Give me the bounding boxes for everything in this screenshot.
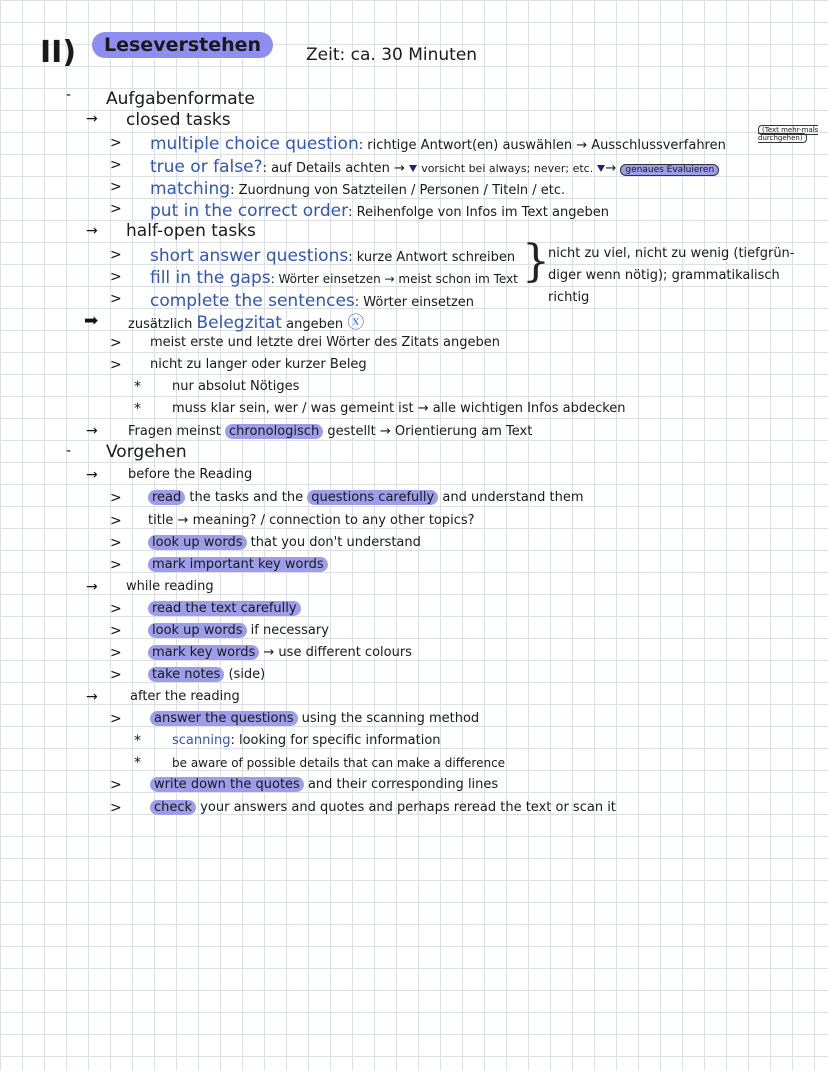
chevron-mark: > (110, 777, 122, 793)
star-mark: * (134, 379, 141, 395)
while-item-4: take notes (side) (148, 666, 265, 684)
chevron-mark: > (110, 247, 122, 263)
after-scanning: scanning: looking for specific information (172, 733, 441, 748)
half-item-fill: fill in the gaps: Wörter einsetzen → meist schon im Text (150, 268, 518, 288)
chevron-mark: > (110, 201, 122, 217)
chrono-line: Fragen meinst chronologisch gestellt → Orientierung am Text (128, 424, 533, 439)
chevron-mark: > (110, 601, 122, 617)
arrow-mark: → (86, 579, 98, 595)
hourglass-icon (597, 165, 605, 172)
before-item-2: title → meaning? / connection to any other topics? (148, 513, 475, 528)
before-item-4: mark important key words (148, 556, 328, 574)
chevron-mark: > (110, 645, 122, 661)
chevron-mark: > (110, 513, 122, 529)
chevron-mark: > (110, 711, 122, 727)
chevron-mark: > (110, 135, 122, 151)
before-item-1: read the tasks and the questions carefully and understand them (148, 489, 583, 507)
after-item-2: write down the quotes and their corresponding lines (150, 776, 498, 794)
chevron-mark: > (110, 357, 122, 373)
arrow-mark: → (86, 223, 98, 239)
chevron-mark: > (110, 269, 122, 285)
dash-mark: - (66, 87, 72, 103)
chevron-mark: > (110, 490, 122, 506)
chevron-mark: > (110, 623, 122, 639)
after-item-3: check your answers and quotes and perhaps reread the text or scan it (150, 799, 616, 817)
brace-mark: } (522, 236, 550, 287)
section-number: II) (40, 35, 77, 70)
arrow-mark: → (86, 423, 98, 439)
dash-mark: - (66, 443, 72, 459)
extra-item-4: muss klar sein, wer / was gemeint ist → alle wichtigen Infos abdecken (172, 401, 626, 416)
extra-item-2: nicht zu langer oder kurzer Beleg (150, 357, 367, 372)
chevron-mark: > (110, 667, 122, 683)
heading-approach: Vorgehen (106, 442, 187, 462)
half-item-complete: complete the sentences: Wörter einsetzen (150, 291, 475, 311)
hourglass-icon (409, 165, 417, 172)
chevron-mark: > (110, 157, 122, 173)
chevron-mark: > (110, 179, 122, 195)
time-note: Zeit: ca. 30 Minuten (306, 45, 478, 65)
chevron-mark: > (110, 291, 122, 307)
star-mark: * (134, 401, 141, 417)
before-label: before the Reading (128, 467, 253, 482)
extra-item-3: nur absolut Nötiges (172, 379, 300, 394)
arrow-mark: → (86, 111, 98, 127)
arrow-mark: → (86, 689, 98, 705)
extra-label: zusätzlich Belegzitat angeben ⓧ (128, 313, 365, 333)
closed-item-tf: true or false?: auf Details achten → vorsicht bei always; never; etc. → genaues Evaluieren (150, 156, 719, 179)
after-item-1: answer the questions using the scanning method (150, 710, 479, 728)
half-open-label: half-open tasks (126, 221, 256, 241)
after-label: after the reading (130, 689, 240, 704)
chevron-mark: > (110, 335, 122, 351)
half-note-2: diger wenn nötig); grammatikalisch (548, 268, 780, 283)
closed-item-order: put in the correct order: Reihenfolge von Infos im Text angeben (150, 201, 609, 221)
bold-arrow-icon: ➡ (84, 311, 99, 331)
arrow-mark: → (86, 467, 98, 483)
mc-note: (Text mehr-mals durchgehen) (758, 126, 819, 142)
heading-formats: Aufgabenformate (106, 89, 255, 109)
half-item-short: short answer questions: kurze Antwort schreiben (150, 246, 516, 266)
star-mark: * (134, 755, 141, 771)
while-item-1: read the text carefully (148, 600, 301, 618)
closed-item-mc: multiple choice question: richtige Antwort(en) auswählen → Ausschlussverfahren (150, 134, 726, 154)
page-title: Leseverstehen (92, 36, 273, 57)
half-note-1: nicht zu viel, nicht zu wenig (tiefgrün- (548, 246, 795, 261)
star-mark: * (134, 733, 141, 749)
closed-item-matching: matching: Zuordnung von Satzteilen / Personen / Titeln / etc. (150, 179, 566, 199)
chevron-mark: > (110, 535, 122, 551)
extra-item-1: meist erste und letzte drei Wörter des Zitats angeben (150, 335, 500, 350)
while-item-2: look up words if necessary (148, 622, 329, 640)
chevron-mark: > (110, 800, 122, 816)
while-item-3: mark key words → use different colours (148, 644, 412, 662)
after-aware: be aware of possible details that can make a difference (172, 756, 506, 770)
closed-tasks-label: closed tasks (126, 110, 231, 130)
before-item-3: look up words that you don't understand (148, 534, 421, 552)
half-note-3: richtig (548, 290, 590, 305)
chevron-mark: > (110, 557, 122, 573)
while-label: while reading (126, 579, 214, 594)
